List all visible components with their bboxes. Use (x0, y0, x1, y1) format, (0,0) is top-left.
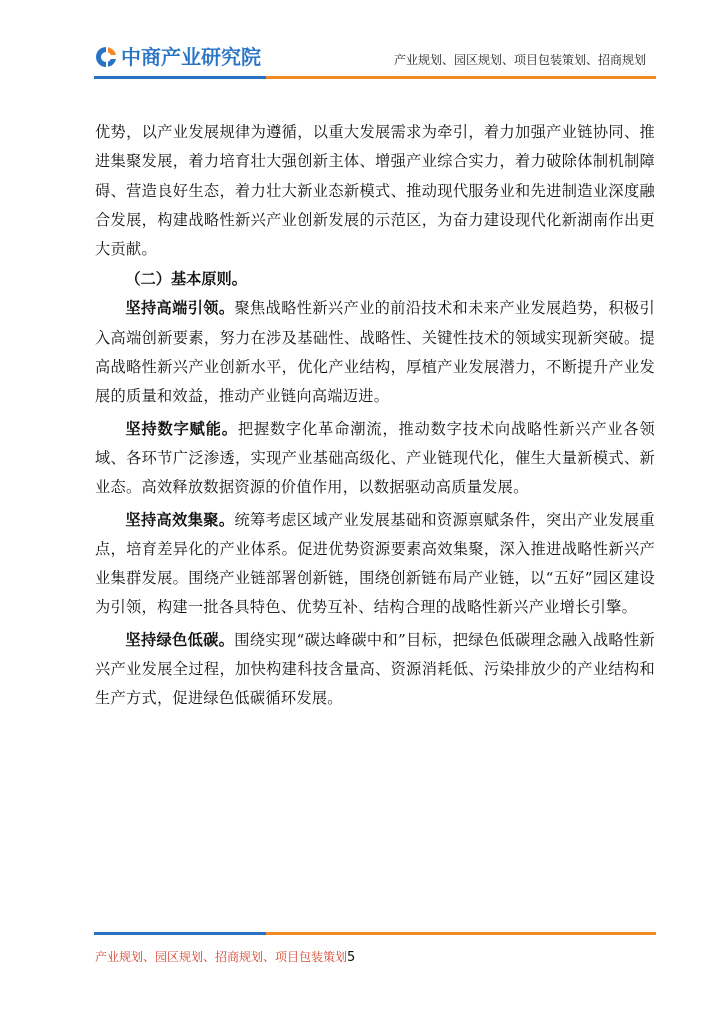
principle-paragraph (95, 626, 655, 714)
principle-paragraph (95, 506, 655, 623)
header-tagline: 产业规划、园区规划、项目包装策划、招商规划 (393, 53, 646, 67)
principle-lead: 坚持数字赋能。 (125, 419, 238, 438)
principle-lead: 坚持绿色低碳。 (125, 630, 235, 649)
footer-divider-orange (266, 932, 656, 935)
principle-text: 聚焦战略性新兴产业的前沿技术和未来产业发展趋势，积极引入高端创新要素，努力在涉及基础性、战略性、关键性技术的领域实现新突破。提高战略性新兴产业创新水平，优化产业结构，厚植产业发展潜力，不断提升产业发展的质量和效益，推动产业链向高端迈进。 (95, 299, 655, 406)
principle-text: 围绕实现“碳达峰碳中和”目标，把绿色低碳理念融入战略性新兴产业发展全过程，加快构建科技含量高、资源消耗低、污染排放少的产业结构和生产方式，促进绿色低碳循环发展。 (95, 630, 655, 708)
page-header (0, 0, 724, 90)
intro-paragraph: 优势，以产业发展规律为遵循，以重大发展需求为牵引，着力加强产业链协同、推进集聚发展，着力培育壮大强创新主体、增强产业综合实力，着力破除体制机制障碍、营造良好生态，着力壮大新业态新模式、推动现代服务业和先进制造业深度融合发展，构建战略性新兴产业创新发展的示范区，为奋力建设现代化新湖南作出更大贡献。 (95, 123, 655, 259)
footer-divider-blue (94, 932, 266, 935)
principle-paragraph (95, 294, 655, 411)
document-body (95, 118, 655, 714)
principle-paragraph (95, 415, 655, 503)
header-divider-orange (266, 76, 656, 79)
page-number: 5 (347, 950, 356, 965)
logo-text: 中商产业研究院 (121, 45, 261, 69)
page-footer (95, 948, 355, 965)
footer-text: 产业规划、园区规划、招商规划、项目包装策划 (95, 950, 348, 964)
principle-lead: 坚持高端引领。 (125, 299, 235, 318)
section-heading: （二）基本原则。 (125, 270, 247, 289)
logo[interactable] (94, 45, 261, 69)
header-divider-blue (94, 76, 266, 79)
principle-text: 统筹考虑区域产业发展基础和资源禀赋条件，突出产业发展重点，培育差异化的产业体系。促进优势资源要素高效集聚，深入推进战略性新兴产业集群发展。围绕产业链部署创新链，围绕创新链布局产业链，以“五好”园区建设为引领，构建一批各具特色、优势互补、结构合理的战略性新兴产业增长引擎。 (95, 510, 655, 617)
principle-text: 把握数字化革命潮流，推动数字技术向战略性新兴产业各领域、各环节广泛渗透，实现产业基础高级化、产业链现代化，催生大量新模式、新业态。高效释放数据资源的价值作用，以数据驱动高质量发展。 (95, 419, 655, 497)
principle-lead: 坚持高效集聚。 (125, 510, 235, 529)
logo-icon (94, 45, 118, 69)
